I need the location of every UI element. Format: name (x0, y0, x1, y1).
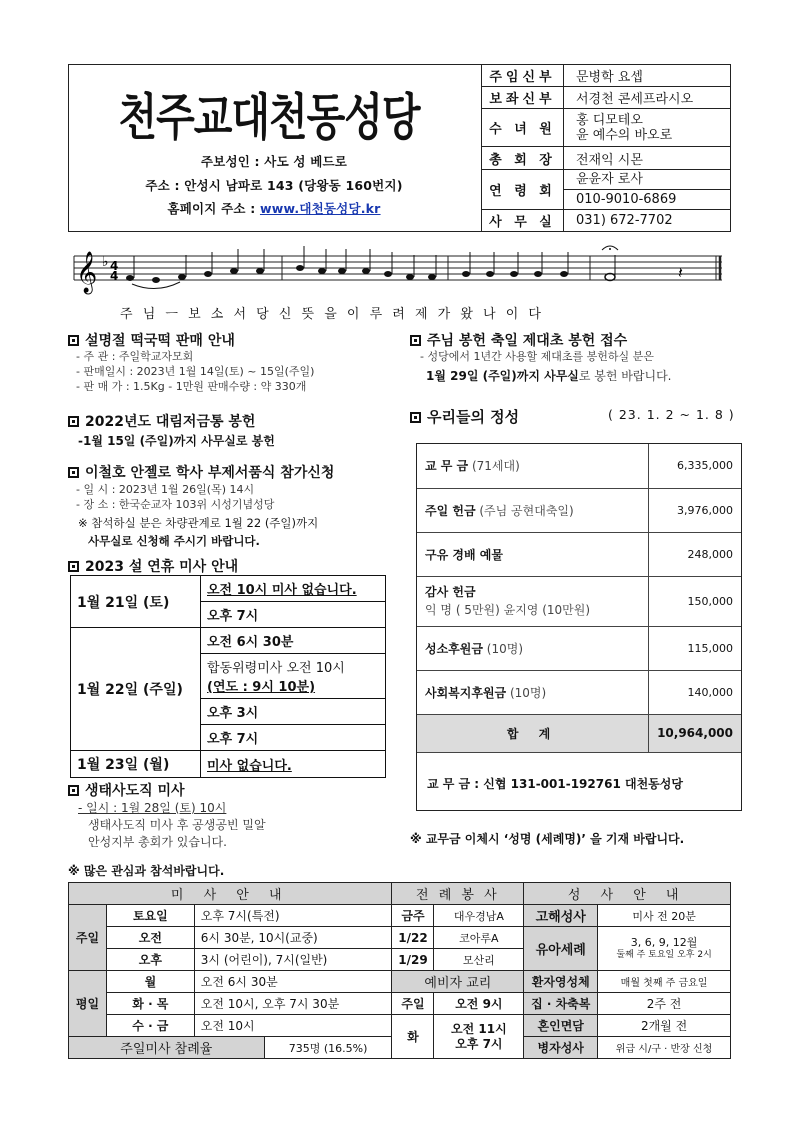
savings-heading: 2022년도 대림저금통 봉헌 (68, 411, 255, 431)
staff-table (481, 64, 731, 232)
catechism-header: 예비자 교리 (392, 971, 524, 993)
hymn-lyrics: 주 님 ㅡ 보 소 서 당 신 뜻 을 이 루 려 제 가 왔 나 이 다 (120, 307, 542, 322)
sacrament-header: 성 사 안 내 (524, 883, 731, 905)
time-label: 오후 (106, 949, 194, 971)
time-value: 3시 (어린이), 7시(일반) (194, 949, 392, 971)
sacrament-info: 3, 6, 9, 12월 둘째 주 토요일 오후 2시 (598, 927, 731, 971)
time-value: 오후 7시(특전) (194, 905, 392, 927)
sunday-label: 주일 (69, 905, 107, 971)
square-bullet-icon (68, 785, 79, 796)
offering-heading: 우리들의 정성 (410, 406, 519, 427)
duty-area: 모산리 (434, 949, 524, 971)
holiday-mass-heading: 2023 설 연휴 미사 안내 (68, 556, 238, 576)
time-label: 오전 (106, 927, 194, 949)
duty-date: 1/22 (392, 927, 434, 949)
square-bullet-icon (410, 335, 421, 346)
mass-time: 오후 7시 (201, 725, 386, 751)
staff-name: 홍 디모테오 윤 예수의 바오로 (564, 109, 731, 147)
duty-date: 금주 (392, 905, 434, 927)
sacrament-info: 위급 시/구 · 반장 신청 (598, 1037, 731, 1059)
candle-deadline: 1월 29일 (주일)까지 사무실로 봉헌 바랍니다. (426, 369, 672, 383)
svg-text:4: 4 (110, 269, 119, 283)
staff-name: 서경천 콘세프라시오 (564, 87, 731, 109)
account-info: 교 무 금 : 신협 131-001-192761 대천동성당 (427, 776, 683, 791)
weekday-label: 평일 (69, 971, 107, 1037)
staff-name: 윤윤자 로사 010-9010-6869 (564, 169, 731, 209)
attendance-label: 주일미사 참례율 (69, 1037, 265, 1059)
closing-note: ※ 많은 관심과 참석바랍니다. (68, 864, 225, 878)
staff-role: 총 회 장 (482, 147, 564, 169)
catechism-day: 주일 (392, 993, 434, 1015)
ordination-details: - 일 시 : 2023년 1월 26일(목) 14시 - 장 소 : 한국순교자 103위 시성기념성당 (76, 483, 275, 511)
catechism-day: 화 (392, 1015, 434, 1059)
time-label: 화 · 목 (106, 993, 194, 1015)
candle-line: - 성당에서 1년간 사용할 제대초를 봉헌하실 분은 (420, 350, 654, 363)
patron-saint: 주보성인 : 사도 성 베드로 (200, 154, 348, 169)
time-value: 오전 6시 30분 (194, 971, 392, 993)
homepage-link[interactable]: www.대천동성당.kr (259, 201, 381, 216)
sacrament-info: 매월 첫째 주 금요일 (598, 971, 731, 993)
holiday-date: 1월 21일 (토) (71, 576, 201, 628)
mass-time: 오전 10시 미사 없습니다. (201, 576, 386, 602)
holiday-date: 1월 23일 (월) (71, 751, 201, 778)
transfer-note: ※ 교무금 이체시 ‘성명 (세례명)’ 을 기재 바랍니다. (410, 832, 685, 846)
offering-label: 구유 경배 예물 (417, 532, 649, 576)
homepage: 홈페이지 주소 : www.대천동성당.kr (167, 201, 381, 216)
address: 주소 : 안성시 남파로 143 (당왕동 160번지) (145, 178, 403, 193)
offering-label: 교 무 금 (71세대) (417, 444, 649, 488)
time-value: 오전 10시, 오후 7시 30분 (194, 993, 392, 1015)
sacrament-name: 집 · 차축복 (524, 993, 598, 1015)
offering-amount: 6,335,000 (649, 444, 741, 488)
ordination-note: ※ 참석하실 분은 차량관계로 1월 22 (주일)까지 사무실로 신청해 주시기 바랍니다. (78, 516, 319, 548)
attendance-value: 735명 (16.5%) (264, 1037, 392, 1059)
svg-text:♭: ♭ (102, 254, 109, 270)
offering-label: 감사 헌금 익 명 ( 5만원) 윤지영 (10만원) (417, 576, 649, 626)
staff-role: 보좌신부 (482, 87, 564, 109)
staff-role: 수 녀 원 (482, 109, 564, 147)
sacrament-name: 고해성사 (524, 905, 598, 927)
offering-table (417, 444, 741, 753)
offering-box (416, 443, 742, 811)
square-bullet-icon (68, 416, 79, 427)
liturgy-header: 전 례 봉 사 (392, 883, 524, 905)
time-value: 6시 30분, 10시(교중) (194, 927, 392, 949)
sacrament-name: 혼인면담 (524, 1015, 598, 1037)
sacrament-info: 2개월 전 (598, 1015, 731, 1037)
time-value: 오전 10시 (194, 1015, 392, 1037)
duty-area: 대우경남A (434, 905, 524, 927)
offering-period: ( 23. 1. 2 ~ 1. 8 ) (608, 407, 735, 422)
staff-role: 사 무 실 (482, 209, 564, 231)
schedule-table (68, 882, 731, 1059)
eco-mass-details: - 일시 : 1월 28일 (토) 10시 생태사도직 미사 후 공생공빈 밀알 안성지부 총회가 있습니다. (78, 801, 266, 849)
duty-area: 코아루A (434, 927, 524, 949)
mass-time: 오전 6시 30분 (201, 628, 386, 654)
sacrament-name: 환자영성체 (524, 971, 598, 993)
ordination-heading: 이철호 안젤로 학사 부제서품식 참가신청 (68, 462, 334, 482)
staff-name: 031) 672-7702 (564, 209, 731, 231)
total-label: 합 계 (417, 714, 649, 752)
duty-date: 1/29 (392, 949, 434, 971)
mass-time: 합동위령미사 오전 10시 (연도 : 9시 10분) (201, 654, 386, 699)
offering-amount: 140,000 (649, 670, 741, 714)
offering-label: 주일 헌금 (주님 공현대축일) (417, 488, 649, 532)
catechism-time: 오전 11시 오후 7시 (434, 1015, 524, 1059)
time-label: 월 (106, 971, 194, 993)
rice-cake-heading: 설명절 떡국떡 판매 안내 (68, 330, 235, 350)
staff-name: 문병학 요셉 (564, 65, 731, 87)
treble-clef-icon: 𝄞 (76, 252, 98, 293)
offering-amount: 115,000 (649, 626, 741, 670)
total-amount: 10,964,000 (649, 714, 741, 752)
holiday-date: 1월 22일 (주일) (71, 628, 201, 751)
catechism-time: 오전 9시 (434, 993, 524, 1015)
time-label: 수 · 금 (106, 1015, 194, 1037)
mass-time: 미사 없습니다. (201, 751, 386, 778)
square-bullet-icon (68, 561, 79, 572)
staff-name: 전재익 시몬 (564, 147, 731, 169)
candle-heading: 주님 봉헌 축일 제대초 봉헌 접수 (410, 330, 627, 350)
church-title: 천주교대천동성당 (118, 89, 420, 147)
sacrament-name: 유아세례 (524, 927, 598, 971)
rice-cake-details: - 주 관 : 주일학교자모회 - 판매일시 : 2023년 1월 14일(토) ~ 15일(주일) - 판 매 가 : 1.5Kg - 1만원 판매수량 : 약 330개 (76, 350, 315, 393)
mass-time: 오후 7시 (201, 602, 386, 628)
offering-label: 성소후원금 (10명) (417, 626, 649, 670)
square-bullet-icon (68, 335, 79, 346)
time-label: 토요일 (106, 905, 194, 927)
staff-role: 연 령 회 (482, 169, 564, 209)
offering-label: 사회복지후원금 (10명) (417, 670, 649, 714)
offering-amount: 248,000 (649, 532, 741, 576)
offering-amount: 150,000 (649, 576, 741, 626)
sacrament-name: 병자성사 (524, 1037, 598, 1059)
mass-time: 오후 3시 (201, 699, 386, 725)
square-bullet-icon (68, 467, 79, 478)
offering-amount: 3,976,000 (649, 488, 741, 532)
eco-mass-heading: 생태사도직 미사 (68, 780, 185, 800)
svg-text:𝄽: 𝄽 (678, 263, 683, 282)
staff-role: 주임신부 (482, 65, 564, 87)
square-bullet-icon (410, 412, 421, 423)
sacrament-info: 2주 전 (598, 993, 731, 1015)
svg-text:4: 4 (110, 259, 119, 273)
savings-detail: -1월 15일 (주일)까지 사무실로 봉헌 (78, 434, 275, 448)
holiday-mass-table (70, 575, 386, 778)
sacrament-info: 미사 전 20분 (598, 905, 731, 927)
mass-guide-header: 미 사 안 내 (69, 883, 392, 905)
